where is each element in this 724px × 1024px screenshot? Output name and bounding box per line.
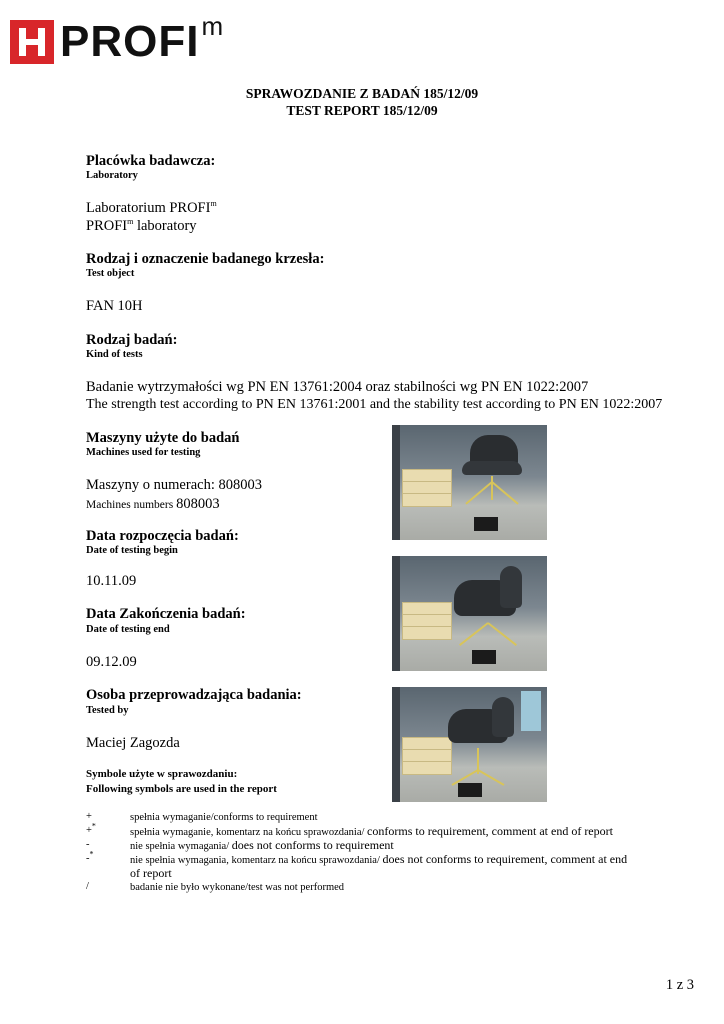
report-title-pl: SPRAWOZDANIE Z BADAŃ 185/12/09	[245, 86, 479, 101]
date-begin-sub: Date of testing begin	[86, 545, 178, 556]
date-end-value: 09.12.09	[86, 654, 137, 670]
logo-text: PROFI	[60, 17, 200, 66]
symbol-1: +*	[86, 821, 96, 836]
logo-sup: m	[201, 11, 224, 41]
report-title-en: TEST REPORT 185/12/09	[286, 103, 438, 118]
test-photo-1	[392, 425, 547, 540]
machines-sub: Machines used for testing	[86, 447, 201, 458]
symbol-0-desc: spełnia wymaganie/conforms to requirement	[130, 812, 318, 823]
date-end-sub: Date of testing end	[86, 624, 170, 635]
symbol-3: -*	[86, 849, 94, 864]
test-photo-2	[392, 556, 547, 671]
tester-value: Maciej Zagozda	[86, 735, 180, 751]
kind-sub: Kind of tests	[86, 349, 143, 360]
tester-sub: Tested by	[86, 705, 129, 716]
laboratory-sub: Laboratory	[86, 170, 138, 181]
symbols-heading-en: Following symbols are used in the report	[86, 783, 277, 795]
symbols-heading-pl: Symbole użyte w sprawozdaniu:	[86, 768, 238, 780]
machines-line1: Maszyny o numerach: 808003	[86, 477, 262, 493]
kind-line2: The strength test according to PN EN 13761:2001 and the stability test according to PN EN 1022:2007	[86, 397, 663, 412]
symbol-4: /	[86, 881, 89, 892]
object-value: FAN 10H	[86, 298, 143, 314]
symbol-2-desc: nie spełnia wymagania/ does not conforms to requirement	[130, 838, 394, 852]
object-heading: Rodzaj i oznaczenie badanego krzesła:	[86, 251, 325, 267]
laboratory-line1: Laboratorium PROFI$^m$	[86, 199, 217, 216]
symbol-1-desc: spełnia wymaganie, komentarz na końcu sprawozdania/ conforms to requirement, comment at end of report	[130, 824, 613, 838]
laboratory-line2: PROFI$^m$ laboratory	[86, 217, 197, 234]
symbol-3-desc: nie spełnia wymagania, komentarz na końcu sprawozdania/ does not conforms to requirement, comment at end of report	[130, 852, 628, 880]
symbol-4-desc: badanie nie było wykonane/test was not performed	[130, 882, 345, 893]
tester-heading: Osoba przeprowadzająca badania:	[86, 687, 302, 703]
test-photo-3	[392, 687, 547, 802]
profim-logo	[10, 11, 224, 66]
machines-line2: Machines numbers 808003	[86, 496, 220, 512]
symbol-0: +	[86, 811, 92, 822]
machines-heading: Maszyny użyte do badań	[86, 430, 240, 446]
kind-line1: Badanie wytrzymałości wg PN EN 13761:2004 oraz stabilności wg PN EN 1022:2007	[86, 379, 589, 395]
kind-heading: Rodzaj badań:	[86, 332, 178, 348]
object-sub: Test object	[86, 268, 135, 279]
logo-mark-icon	[10, 20, 54, 64]
date-end-heading: Data Zakończenia badań:	[86, 606, 246, 622]
date-begin-value: 10.11.09	[86, 573, 137, 589]
date-begin-heading: Data rozpoczęcia badań:	[86, 528, 239, 544]
page-number: 1 z 3	[665, 977, 694, 993]
laboratory-heading: Placówka badawcza:	[86, 153, 216, 169]
symbol-2: -	[86, 839, 90, 850]
